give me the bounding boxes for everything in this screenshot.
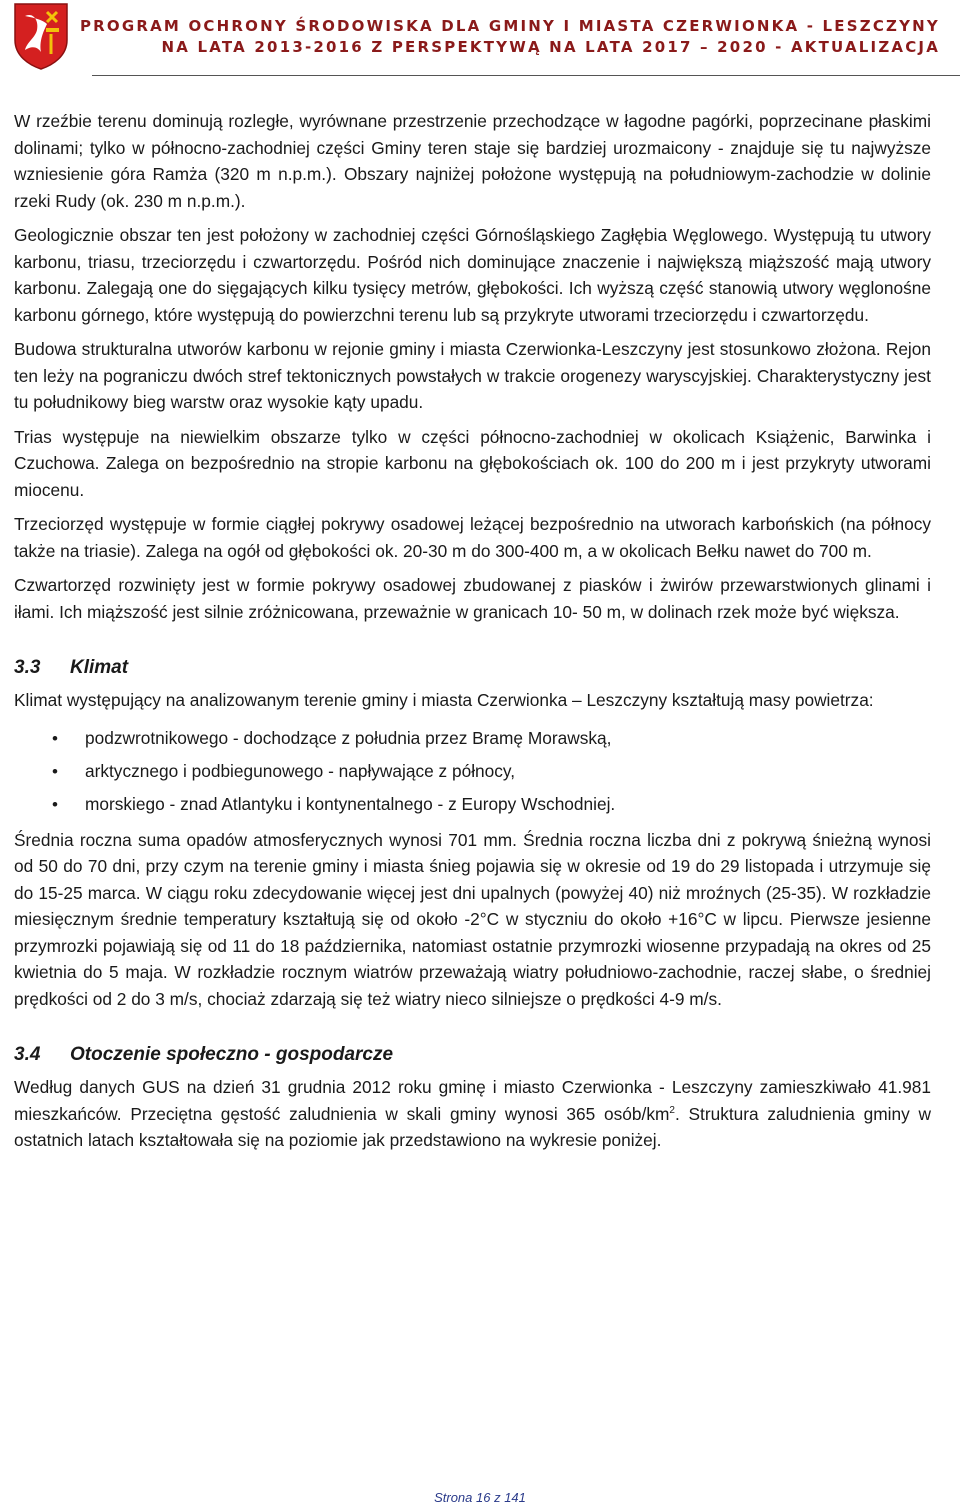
section-heading-otoczenie [14,1042,931,1068]
bullet-icon: • [52,794,58,814]
list-item: • morskiego - znad Atlantyku i kontynentalnego - z Europy Wschodniej. [14,788,931,821]
paragraph-quaternary: Czwartorzęd rozwinięty jest w formie pokrywy osadowej zbudowanej z piasków i żwirów przewarstwionych glinami i iłami. Ich miąższość jest silnie zróżnicowana, przeważnie w granicach 10- 50 m, w dolinach rzek może być większa. [14,575,931,622]
bullet-icon: • [52,728,58,748]
section-heading-klimat [14,655,931,681]
paragraph-klimat-body: Średnia roczna suma opadów atmosferycznych wynosi 701 mm. Średnia roczna liczba dni z pokrywą śnieżną wynosi od 50 do 70 dni, przy czym na terenie gminy i miasta śnieg pojawia się w okresie od 19 do 29 listopada i utrzymuje się do 15-25 marca. W ciągu roku zdecydowanie więcej jest dni upalnych (powyżej 40) niż mroźnych (25-35). W rozkładzie miesięcznym średnie temperatury kształtują się od około -2°C w styczniu do około +16°C w lipcu. Pierwsze jesienne przymrozki pojawiają się od 11 do 18 października, natomiast ostatnie przymrozki wiosenne przypadają na okres od 25 kwietnia do 5 maja. W rozkładzie rocznym wiatrów przeważają wiatry południowo-zachodnie, raczej słabe, o średniej prędkości od 2 do 3 m/s, chociaż zdarzają się też wiatry nieco silniejsze o prędkości 4-9 m/s. [14,829,931,1009]
page-number: Strona 16 z 141 [434,1490,526,1505]
paragraph-relief: W rzeźbie terenu dominują rozległe, wyrównane przestrzenie przechodzące w łagodne pagórki, poprzecinane płaskimi dolinami; tylko w północno-zachodniej części Gminy teren staje się bardziej urozmaicony - znajduje się tu najwyższe wzniesienie góra Ramża (320 m n.p.m.). Obszary najniżej położone występują na południowym-zachodzie w dolinie rzeki Rudy (ok. 230 m n.p.m.). [14,111,931,211]
section-number: 3.3 [14,657,41,678]
page-content [14,108,931,1162]
header-subtitle: NA LATA 2013-2016 Z PERSPEKTYWĄ NA LATA 2017 – 2020 - AKTUALIZACJA [161,38,940,56]
bullet-icon: • [52,761,58,781]
coat-of-arms-logo [13,2,69,70]
header-divider [92,75,960,76]
air-masses-list [14,722,931,821]
paragraph-trias: Trias występuje na niewielkim obszarze tylko w części północno-zachodniej w okolicach Książenic, Barwinka i Czuchowa. Zalega on bezpośrednio na stropie karbonu na głębokościach ok. 100 do 200 m i jest przykryty utworami miocenu. [14,426,931,500]
paragraph-geology: Geologicznie obszar ten jest położony w zachodniej części Górnośląskiego Zagłębia Węglowego. Występują tu utwory karbonu, triasu, trzeciorzędu i czwartorzędu. Pośród nich dominujące znaczenie i największą miąższość mają utwory karbonu. Zalegają one do sięgających kilku tysięcy metrów, głębokości. Ich wyższą część stanowią utwory węglonośne karbonu górnego, które występują do powierzchni terenu lub są przykryte utworami trzeciorzędu i czwartorzędu. [14,225,931,325]
page-header [0,0,960,80]
paragraph-tertiary: Trzeciorzęd występuje w formie ciągłej pokrywy osadowej leżącej bezpośrednio na utworach karbońskich (na północy także na triasie). Zalega na ogół od głębokości ok. 20-30 m do 300-400 m, a w okolicach Bełku nawet do 700 m. [14,514,931,561]
list-item: • arktycznego i podbiegunowego - napływające z północy, [14,755,931,788]
header-title: PROGRAM OCHRONY ŚRODOWISKA DLA GMINY I MIASTA CZERWIONKA - LESZCZYNY [79,17,940,35]
list-item: • podzwrotnikowego - dochodzące z południa przez Bramę Morawską, [14,722,931,755]
paragraph-otoczenie: Według danych GUS na dzień 31 grudnia 2012 roku gminę i miasto Czerwionka - Leszczyny zamieszkiwało 41.981 mieszkańców. Przeciętna gęstość zaludnienia w skali gminy wynosi 365 osób/$km^2$. Struktura zaludnienia gminy w ostatnich latach kształtowała się na poziomie jak przedstawiono na wykresie poniżej. [14,1077,931,1150]
paragraph-klimat-intro: Klimat występujący na analizowanym terenie gminy i miasta Czerwionka – Leszczyny kształtują masy powietrza: [14,690,874,710]
section-title: Klimat [70,657,129,678]
section-number: 3.4 [14,1044,41,1065]
superscript: 2 [669,1104,675,1116]
paragraph-structure: Budowa strukturalna utworów karbonu w rejonie gminy i miasta Czerwionka-Leszczyny jest stosunkowo złożona. Rejon ten leży na pograniczu dwóch stref tektonicznych powstałych w trakcie orogenezy waryscyjskiej. Charakterystyczny jest tu południkowy bieg warstw oraz wysokie kąty upadu. [14,339,931,412]
section-title: Otoczenie społeczno - gospodarcze [70,1044,394,1065]
